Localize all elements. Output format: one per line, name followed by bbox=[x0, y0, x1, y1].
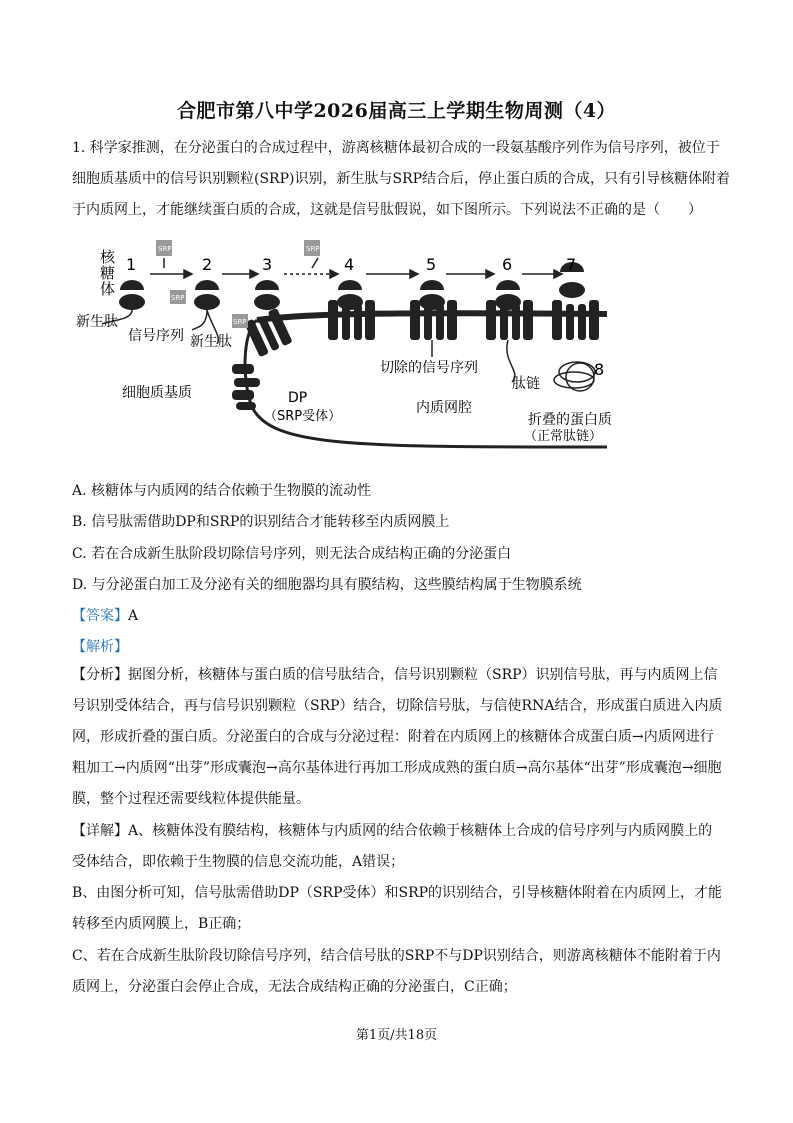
detail-a bbox=[72, 816, 724, 878]
question-line-1: 1. 科学家推测，在分泌蛋白的合成过程中，游离核糖体最初合成的一段氨基酸序列作为信号序列，被位于 bbox=[72, 140, 720, 156]
svg-text:新生肽: 新生肽 bbox=[76, 314, 118, 330]
svg-text:8: 8 bbox=[594, 360, 605, 379]
nascent-chain-2 bbox=[192, 310, 207, 330]
detail-a-text: A、核糖体没有膜结构，核糖体与内质网的结合依赖于核糖体上合成的信号序列与内质网膜上的受体结合，即依赖于生物膜的信息交流功能，A错误； bbox=[72, 823, 713, 870]
svg-text:3: 3 bbox=[262, 255, 273, 274]
page-title: 合肥市第八中学2026届高三上学期生物周测（4） bbox=[176, 100, 617, 122]
detail-label: 【详解】 bbox=[72, 823, 128, 839]
question-line-2: 细胞质基质中的信号识别颗粒(SRP)识别，新生肽与SRP结合后，停止蛋白质的合成，只有引导核糖体附着 bbox=[72, 171, 731, 187]
analysis-paragraph bbox=[72, 660, 724, 815]
analysis-heading: 【解析】 bbox=[72, 639, 128, 655]
svg-text:6: 6 bbox=[502, 255, 513, 274]
ribosome-2 bbox=[194, 280, 220, 310]
svg-text:切除的信号序列: 切除的信号序列 bbox=[380, 360, 478, 376]
answer-row bbox=[72, 605, 138, 625]
dp-receptor bbox=[232, 364, 260, 410]
svg-text:SRP: SRP bbox=[233, 318, 247, 326]
folded-protein bbox=[554, 362, 595, 391]
signal-peptide-diagram bbox=[72, 232, 612, 454]
svg-text:细胞质基质: 细胞质基质 bbox=[122, 385, 192, 401]
svg-text:SRP: SRP bbox=[158, 245, 172, 253]
option-c: C. 若在合成新生肽阶段切除信号序列，则无法合成结构正确的分泌蛋白 bbox=[72, 546, 512, 562]
svg-text:内质网腔: 内质网腔 bbox=[416, 400, 472, 416]
option-d: D. 与分泌蛋白加工及分泌有关的细胞器均具有膜结构，这些膜结构属于生物膜系统 bbox=[72, 577, 582, 593]
svg-text:体: 体 bbox=[100, 280, 116, 298]
svg-text:1: 1 bbox=[126, 255, 137, 274]
answer-label: 【答案】 bbox=[72, 608, 128, 624]
detail-b: B、由图分析可知，信号肽需借助DP（SRP受体）和SRP的识别结合，引导核糖体附着在内质网上，才能转移至内质网膜上，B正确； bbox=[72, 885, 723, 932]
channel-7 bbox=[552, 300, 599, 340]
svg-text:SRP: SRP bbox=[171, 294, 185, 302]
svg-text:2: 2 bbox=[202, 255, 213, 274]
analysis-label: 【分析】 bbox=[72, 667, 128, 683]
svg-text:DP: DP bbox=[288, 390, 308, 406]
svg-text:7: 7 bbox=[566, 255, 577, 274]
svg-text:新生肽: 新生肽 bbox=[190, 334, 232, 350]
option-b: B. 信号肽需借助DP和SRP的识别结合才能转移至内质网膜上 bbox=[72, 514, 450, 530]
svg-text:（正常肽链）: （正常肽链） bbox=[524, 429, 603, 444]
svg-text:核: 核 bbox=[100, 248, 116, 266]
ribosome-3 bbox=[254, 280, 280, 310]
detail-c: C、若在合成新生肽阶段切除信号序列，结合信号肽的SRP不与DP识别结合，则游离核糖体不能附着于内质网上，分泌蛋白会停止合成，无法合成结构正确的分泌蛋白，C正确； bbox=[72, 948, 721, 995]
svg-text:SRP: SRP bbox=[306, 245, 320, 253]
question-line-3: 于内质网上，才能继续蛋白质的合成，这就是信号肽假说，如下图所示。下列说法不正确的是（ ） bbox=[72, 202, 702, 218]
svg-text:（SRP受体）: （SRP受体） bbox=[264, 409, 342, 424]
option-a: A. 核糖体与内质网的结合依赖于生物膜的流动性 bbox=[72, 483, 372, 499]
svg-text:信号序列: 信号序列 bbox=[128, 328, 184, 344]
svg-text:折叠的蛋白质: 折叠的蛋白质 bbox=[528, 412, 612, 428]
svg-text:肽链: 肽链 bbox=[512, 376, 540, 392]
page-footer: 第1页/共18页 bbox=[355, 1028, 438, 1043]
svg-text:糖: 糖 bbox=[100, 264, 116, 282]
answer-value: A bbox=[128, 608, 139, 624]
svg-text:4: 4 bbox=[344, 255, 355, 274]
analysis-text: 据图分析，核糖体与蛋白质的信号肽结合，信号识别颗粒（SRP）识别信号肽，再与内质网上信号识别受体结合，再与信号识别颗粒（SRP）结合，切除信号肽，与信使RNA结合，形成蛋白质进入内质网，形成折叠的蛋白质。分泌蛋白的合成与分泌过程：附着在内质网上的核糖体合成蛋白质→内质网进行粗加工→内质网“出芽”形成囊泡→高尔基体进行再加工形成成熟的蛋白质→高尔基体“出芽”形成囊泡→细胞膜，整个过程还需要线粒体提供能量。 bbox=[72, 667, 723, 807]
ribosome-1 bbox=[119, 280, 145, 310]
svg-text:5: 5 bbox=[426, 255, 437, 274]
